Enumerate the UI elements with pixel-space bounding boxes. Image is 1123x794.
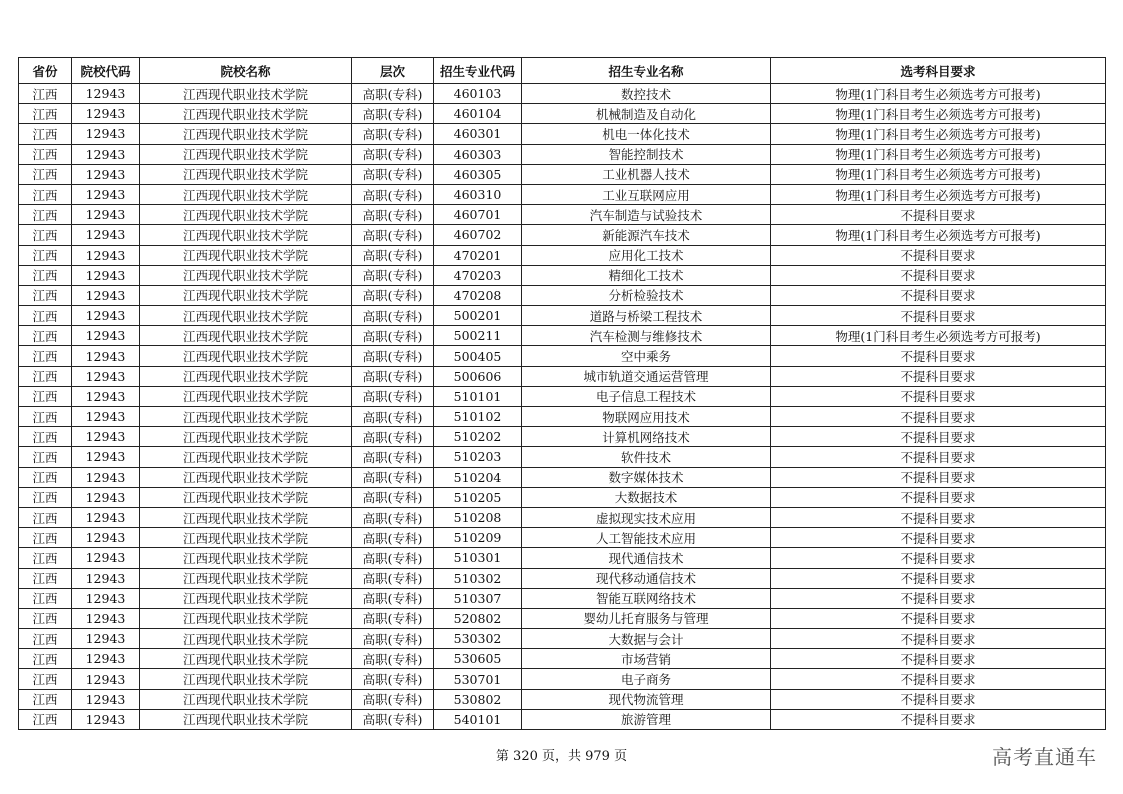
cell-school-name: 江西现代职业技术学院 [140, 548, 352, 568]
cell-major-code: 510205 [434, 487, 522, 507]
table-row [19, 689, 1106, 709]
cell-school-name: 江西现代职业技术学院 [140, 467, 352, 487]
cell-major-code: 530605 [434, 649, 522, 669]
cell-subject-requirement: 不提科目要求 [771, 629, 1106, 649]
cell-school-name: 江西现代职业技术学院 [140, 346, 352, 366]
header-major-name: 招生专业名称 [522, 58, 771, 84]
cell-major-name: 物联网应用技术 [522, 407, 771, 427]
cell-school-name: 江西现代职业技术学院 [140, 205, 352, 225]
cell-subject-requirement: 不提科目要求 [771, 346, 1106, 366]
cell-school-name: 江西现代职业技术学院 [140, 144, 352, 164]
table-row [19, 285, 1106, 305]
cell-province: 江西 [19, 689, 72, 709]
cell-major-name: 道路与桥梁工程技术 [522, 306, 771, 326]
cell-major-name: 电子信息工程技术 [522, 386, 771, 406]
cell-major-name: 大数据与会计 [522, 629, 771, 649]
cell-level: 高职(专科) [352, 104, 434, 124]
cell-major-code: 460701 [434, 205, 522, 225]
cell-subject-requirement: 不提科目要求 [771, 528, 1106, 548]
cell-subject-requirement: 不提科目要求 [771, 649, 1106, 669]
cell-school-code: 12943 [72, 366, 140, 386]
header-level: 层次 [352, 58, 434, 84]
cell-major-name: 汽车检测与维修技术 [522, 326, 771, 346]
table-row [19, 528, 1106, 548]
cell-school-name: 江西现代职业技术学院 [140, 225, 352, 245]
cell-school-name: 江西现代职业技术学院 [140, 245, 352, 265]
cell-major-code: 510204 [434, 467, 522, 487]
cell-major-code: 530802 [434, 689, 522, 709]
header-school-name: 院校名称 [140, 58, 352, 84]
cell-major-code: 500405 [434, 346, 522, 366]
cell-level: 高职(专科) [352, 306, 434, 326]
cell-school-code: 12943 [72, 649, 140, 669]
cell-level: 高职(专科) [352, 326, 434, 346]
cell-school-code: 12943 [72, 265, 140, 285]
cell-level: 高职(专科) [352, 386, 434, 406]
table-row [19, 104, 1106, 124]
cell-level: 高职(专科) [352, 184, 434, 204]
cell-province: 江西 [19, 104, 72, 124]
cell-province: 江西 [19, 205, 72, 225]
cell-level: 高职(专科) [352, 245, 434, 265]
cell-level: 高职(专科) [352, 84, 434, 104]
cell-school-code: 12943 [72, 709, 140, 729]
cell-province: 江西 [19, 124, 72, 144]
cell-school-code: 12943 [72, 669, 140, 689]
cell-province: 江西 [19, 407, 72, 427]
table-row [19, 225, 1106, 245]
cell-province: 江西 [19, 709, 72, 729]
cell-province: 江西 [19, 326, 72, 346]
cell-subject-requirement: 物理(1门科目考生必须选考方可报考) [771, 164, 1106, 184]
cell-school-name: 江西现代职业技术学院 [140, 709, 352, 729]
cell-level: 高职(专科) [352, 568, 434, 588]
cell-major-code: 460305 [434, 164, 522, 184]
table-row [19, 184, 1106, 204]
cell-level: 高职(专科) [352, 649, 434, 669]
cell-province: 江西 [19, 164, 72, 184]
cell-school-name: 江西现代职业技术学院 [140, 528, 352, 548]
cell-province: 江西 [19, 467, 72, 487]
cell-school-name: 江西现代职业技术学院 [140, 306, 352, 326]
cell-school-name: 江西现代职业技术学院 [140, 427, 352, 447]
cell-level: 高职(专科) [352, 709, 434, 729]
cell-school-name: 江西现代职业技术学院 [140, 164, 352, 184]
cell-subject-requirement: 不提科目要求 [771, 427, 1106, 447]
cell-major-code: 460301 [434, 124, 522, 144]
cell-school-code: 12943 [72, 427, 140, 447]
cell-major-name: 现代通信技术 [522, 548, 771, 568]
cell-major-name: 智能控制技术 [522, 144, 771, 164]
cell-level: 高职(专科) [352, 366, 434, 386]
cell-major-name: 数字媒体技术 [522, 467, 771, 487]
cell-major-code: 530302 [434, 629, 522, 649]
cell-subject-requirement: 不提科目要求 [771, 386, 1106, 406]
cell-major-code: 520802 [434, 608, 522, 628]
cell-school-code: 12943 [72, 447, 140, 467]
table-row [19, 427, 1106, 447]
cell-school-name: 江西现代职业技术学院 [140, 386, 352, 406]
cell-province: 江西 [19, 386, 72, 406]
table-row [19, 649, 1106, 669]
header-major-code: 招生专业代码 [434, 58, 522, 84]
cell-school-name: 江西现代职业技术学院 [140, 104, 352, 124]
cell-school-name: 江西现代职业技术学院 [140, 649, 352, 669]
cell-province: 江西 [19, 568, 72, 588]
cell-province: 江西 [19, 507, 72, 527]
table-row [19, 507, 1106, 527]
cell-school-name: 江西现代职业技术学院 [140, 568, 352, 588]
cell-province: 江西 [19, 366, 72, 386]
cell-major-name: 虚拟现实技术应用 [522, 507, 771, 527]
cell-province: 江西 [19, 427, 72, 447]
cell-school-code: 12943 [72, 548, 140, 568]
cell-province: 江西 [19, 608, 72, 628]
cell-level: 高职(专科) [352, 629, 434, 649]
table-row [19, 548, 1106, 568]
cell-subject-requirement: 不提科目要求 [771, 285, 1106, 305]
cell-subject-requirement: 物理(1门科目考生必须选考方可报考) [771, 144, 1106, 164]
cell-subject-requirement: 不提科目要求 [771, 669, 1106, 689]
cell-school-code: 12943 [72, 346, 140, 366]
cell-major-name: 城市轨道交通运营管理 [522, 366, 771, 386]
table-row [19, 568, 1106, 588]
cell-subject-requirement: 不提科目要求 [771, 507, 1106, 527]
cell-level: 高职(专科) [352, 164, 434, 184]
cell-school-name: 江西现代职业技术学院 [140, 447, 352, 467]
cell-major-name: 大数据技术 [522, 487, 771, 507]
cell-level: 高职(专科) [352, 467, 434, 487]
cell-major-name: 机械制造及自动化 [522, 104, 771, 124]
cell-major-code: 510301 [434, 548, 522, 568]
cell-subject-requirement: 不提科目要求 [771, 245, 1106, 265]
cell-major-code: 460310 [434, 184, 522, 204]
cell-school-name: 江西现代职业技术学院 [140, 629, 352, 649]
cell-major-code: 510202 [434, 427, 522, 447]
cell-school-code: 12943 [72, 144, 140, 164]
cell-school-code: 12943 [72, 568, 140, 588]
cell-province: 江西 [19, 629, 72, 649]
cell-major-name: 现代移动通信技术 [522, 568, 771, 588]
cell-level: 高职(专科) [352, 225, 434, 245]
cell-major-name: 市场营销 [522, 649, 771, 669]
cell-major-code: 500606 [434, 366, 522, 386]
table-row [19, 164, 1106, 184]
table-body [19, 84, 1106, 730]
cell-subject-requirement: 不提科目要求 [771, 487, 1106, 507]
cell-major-code: 460303 [434, 144, 522, 164]
table-row [19, 386, 1106, 406]
cell-major-code: 540101 [434, 709, 522, 729]
cell-major-name: 工业机器人技术 [522, 164, 771, 184]
cell-major-name: 数控技术 [522, 84, 771, 104]
cell-level: 高职(专科) [352, 689, 434, 709]
cell-school-code: 12943 [72, 245, 140, 265]
table-row [19, 629, 1106, 649]
table-row [19, 467, 1106, 487]
table-row [19, 245, 1106, 265]
cell-subject-requirement: 不提科目要求 [771, 548, 1106, 568]
cell-level: 高职(专科) [352, 285, 434, 305]
cell-major-code: 510307 [434, 588, 522, 608]
cell-level: 高职(专科) [352, 265, 434, 285]
cell-subject-requirement: 不提科目要求 [771, 205, 1106, 225]
cell-school-code: 12943 [72, 164, 140, 184]
cell-level: 高职(专科) [352, 346, 434, 366]
admission-table [18, 57, 1106, 730]
cell-major-code: 460104 [434, 104, 522, 124]
table-row [19, 447, 1106, 467]
cell-major-code: 510101 [434, 386, 522, 406]
cell-subject-requirement: 不提科目要求 [771, 588, 1106, 608]
cell-subject-requirement: 物理(1门科目考生必须选考方可报考) [771, 84, 1106, 104]
cell-school-name: 江西现代职业技术学院 [140, 487, 352, 507]
cell-school-code: 12943 [72, 205, 140, 225]
cell-subject-requirement: 不提科目要求 [771, 608, 1106, 628]
cell-school-code: 12943 [72, 608, 140, 628]
page-number: 第 320 页，共 979 页 [495, 749, 628, 764]
table-row [19, 407, 1106, 427]
cell-province: 江西 [19, 184, 72, 204]
cell-subject-requirement: 不提科目要求 [771, 709, 1106, 729]
cell-school-code: 12943 [72, 285, 140, 305]
table-row [19, 306, 1106, 326]
table-row [19, 144, 1106, 164]
cell-level: 高职(专科) [352, 205, 434, 225]
cell-level: 高职(专科) [352, 487, 434, 507]
cell-major-name: 人工智能技术应用 [522, 528, 771, 548]
cell-level: 高职(专科) [352, 669, 434, 689]
cell-level: 高职(专科) [352, 608, 434, 628]
table-row [19, 265, 1106, 285]
cell-province: 江西 [19, 225, 72, 245]
cell-major-name: 应用化工技术 [522, 245, 771, 265]
cell-major-name: 现代物流管理 [522, 689, 771, 709]
cell-subject-requirement: 不提科目要求 [771, 366, 1106, 386]
cell-subject-requirement: 不提科目要求 [771, 467, 1106, 487]
table-row [19, 709, 1106, 729]
cell-subject-requirement: 不提科目要求 [771, 265, 1106, 285]
header-subject-requirement: 选考科目要求 [771, 58, 1106, 84]
cell-school-code: 12943 [72, 588, 140, 608]
cell-province: 江西 [19, 669, 72, 689]
table-row [19, 588, 1106, 608]
cell-major-name: 计算机网络技术 [522, 427, 771, 447]
cell-major-code: 510203 [434, 447, 522, 467]
cell-school-code: 12943 [72, 407, 140, 427]
cell-school-code: 12943 [72, 629, 140, 649]
cell-school-name: 江西现代职业技术学院 [140, 84, 352, 104]
table-row [19, 669, 1106, 689]
cell-province: 江西 [19, 548, 72, 568]
cell-school-name: 江西现代职业技术学院 [140, 608, 352, 628]
cell-subject-requirement: 不提科目要求 [771, 689, 1106, 709]
cell-school-code: 12943 [72, 84, 140, 104]
cell-major-code: 470201 [434, 245, 522, 265]
cell-major-code: 460103 [434, 84, 522, 104]
table-row [19, 124, 1106, 144]
cell-school-name: 江西现代职业技术学院 [140, 669, 352, 689]
cell-school-name: 江西现代职业技术学院 [140, 326, 352, 346]
table-row [19, 608, 1106, 628]
cell-subject-requirement: 不提科目要求 [771, 306, 1106, 326]
cell-subject-requirement: 不提科目要求 [771, 407, 1106, 427]
table-row [19, 366, 1106, 386]
cell-school-name: 江西现代职业技术学院 [140, 507, 352, 527]
cell-province: 江西 [19, 84, 72, 104]
cell-school-name: 江西现代职业技术学院 [140, 265, 352, 285]
cell-major-code: 510208 [434, 507, 522, 527]
cell-province: 江西 [19, 487, 72, 507]
watermark: 高考直通车 [992, 745, 1097, 769]
cell-major-name: 旅游管理 [522, 709, 771, 729]
cell-major-name: 软件技术 [522, 447, 771, 467]
cell-province: 江西 [19, 306, 72, 326]
cell-major-code: 500211 [434, 326, 522, 346]
cell-school-code: 12943 [72, 104, 140, 124]
cell-major-name: 电子商务 [522, 669, 771, 689]
cell-level: 高职(专科) [352, 588, 434, 608]
cell-subject-requirement: 物理(1门科目考生必须选考方可报考) [771, 225, 1106, 245]
cell-school-code: 12943 [72, 184, 140, 204]
cell-school-code: 12943 [72, 225, 140, 245]
cell-level: 高职(专科) [352, 528, 434, 548]
table-row [19, 84, 1106, 104]
cell-school-code: 12943 [72, 326, 140, 346]
cell-major-code: 460702 [434, 225, 522, 245]
cell-major-name: 婴幼儿托育服务与管理 [522, 608, 771, 628]
cell-school-code: 12943 [72, 124, 140, 144]
cell-school-code: 12943 [72, 467, 140, 487]
cell-subject-requirement: 不提科目要求 [771, 568, 1106, 588]
cell-school-code: 12943 [72, 507, 140, 527]
cell-subject-requirement: 不提科目要求 [771, 447, 1106, 467]
cell-province: 江西 [19, 245, 72, 265]
cell-subject-requirement: 物理(1门科目考生必须选考方可报考) [771, 184, 1106, 204]
cell-major-code: 510209 [434, 528, 522, 548]
cell-major-name: 工业互联网应用 [522, 184, 771, 204]
cell-province: 江西 [19, 528, 72, 548]
cell-subject-requirement: 物理(1门科目考生必须选考方可报考) [771, 124, 1106, 144]
cell-major-name: 空中乘务 [522, 346, 771, 366]
cell-major-code: 510302 [434, 568, 522, 588]
cell-province: 江西 [19, 447, 72, 467]
cell-major-name: 汽车制造与试验技术 [522, 205, 771, 225]
cell-major-code: 470203 [434, 265, 522, 285]
table-row [19, 205, 1106, 225]
cell-school-name: 江西现代职业技术学院 [140, 285, 352, 305]
cell-province: 江西 [19, 285, 72, 305]
cell-school-code: 12943 [72, 306, 140, 326]
cell-major-name: 精细化工技术 [522, 265, 771, 285]
cell-level: 高职(专科) [352, 427, 434, 447]
cell-major-name: 新能源汽车技术 [522, 225, 771, 245]
cell-major-code: 500201 [434, 306, 522, 326]
cell-major-code: 530701 [434, 669, 522, 689]
table-row [19, 326, 1106, 346]
cell-major-name: 分析检验技术 [522, 285, 771, 305]
cell-school-code: 12943 [72, 528, 140, 548]
cell-subject-requirement: 物理(1门科目考生必须选考方可报考) [771, 326, 1106, 346]
header-province: 省份 [19, 58, 72, 84]
cell-major-name: 机电一体化技术 [522, 124, 771, 144]
header-school-code: 院校代码 [72, 58, 140, 84]
cell-school-name: 江西现代职业技术学院 [140, 588, 352, 608]
cell-major-name: 智能互联网络技术 [522, 588, 771, 608]
cell-major-code: 470208 [434, 285, 522, 305]
cell-level: 高职(专科) [352, 124, 434, 144]
cell-province: 江西 [19, 265, 72, 285]
cell-school-code: 12943 [72, 487, 140, 507]
table-row [19, 487, 1106, 507]
cell-level: 高职(专科) [352, 144, 434, 164]
cell-level: 高职(专科) [352, 447, 434, 467]
cell-level: 高职(专科) [352, 548, 434, 568]
cell-school-name: 江西现代职业技术学院 [140, 124, 352, 144]
table-header-row [19, 58, 1106, 84]
cell-province: 江西 [19, 144, 72, 164]
cell-school-name: 江西现代职业技术学院 [140, 689, 352, 709]
cell-school-name: 江西现代职业技术学院 [140, 366, 352, 386]
cell-school-code: 12943 [72, 689, 140, 709]
cell-province: 江西 [19, 649, 72, 669]
cell-level: 高职(专科) [352, 507, 434, 527]
cell-province: 江西 [19, 588, 72, 608]
cell-province: 江西 [19, 346, 72, 366]
table-row [19, 346, 1106, 366]
cell-major-code: 510102 [434, 407, 522, 427]
cell-level: 高职(专科) [352, 407, 434, 427]
cell-subject-requirement: 物理(1门科目考生必须选考方可报考) [771, 104, 1106, 124]
cell-school-name: 江西现代职业技术学院 [140, 407, 352, 427]
cell-school-name: 江西现代职业技术学院 [140, 184, 352, 204]
cell-school-code: 12943 [72, 386, 140, 406]
